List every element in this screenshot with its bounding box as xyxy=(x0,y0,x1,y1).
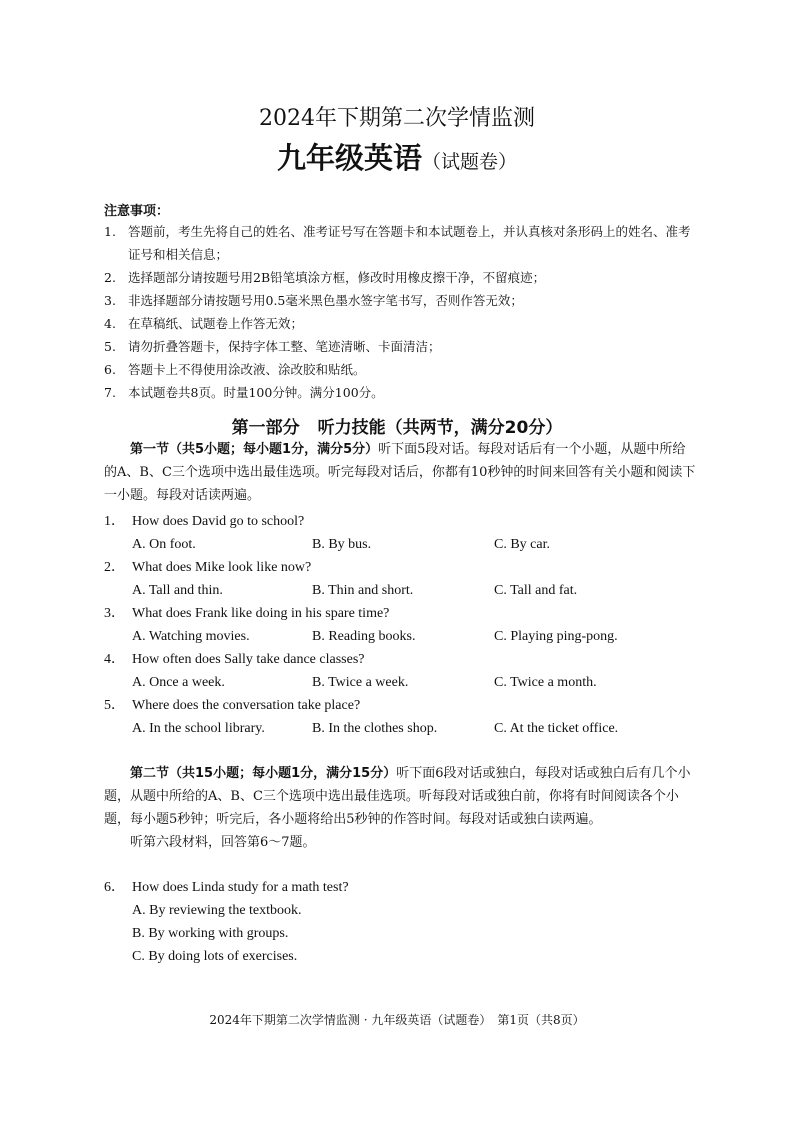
exam-title-main xyxy=(0,138,794,183)
question-options: A. Tall and thin. B. Thin and short. C. Tall and fat. xyxy=(132,583,578,598)
question-options: A. In the school library. B. In the clothes shop. C. At the ticket office. xyxy=(132,721,619,736)
notice-item: 6. 答题卡上不得使用涂改液、涂改胶和贴纸。 xyxy=(104,362,366,377)
question-option: C. By doing lots of exercises. xyxy=(132,949,298,964)
listening-question-6 xyxy=(104,876,698,968)
exam-subject: 九年级英语 xyxy=(276,141,422,175)
question-stem: 6． How does Linda study for a math test? xyxy=(104,880,349,895)
notice-item: 3. 非选择题部分请按题号用0.5毫米黑色墨水签字笔书写，否则作答无效； xyxy=(104,293,523,308)
notice-item: 5. 请勿折叠答题卡，保持字体工整、笔迹清晰、卡面清洁； xyxy=(104,339,441,354)
notice-item: 7. 本试题卷共8页。时量100分钟。满分100分。 xyxy=(104,385,384,400)
exam-paper-type: （试题卷） xyxy=(422,151,518,173)
listening-questions-1-5 xyxy=(104,510,698,740)
question-options: A. Watching movies. B. Reading books. C. Playing ping-pong. xyxy=(132,629,618,644)
notice-heading: 注意事项： xyxy=(104,204,170,219)
notice-item: 1. 答题前，考生先将自己的姓名、准考证号写在答题卡和本试题卷上，并认真核对条形码上的姓名、准考证号和相关信息； xyxy=(104,224,691,262)
notice-list xyxy=(104,220,696,404)
section-two-material-note: 听第六段材料，回答第6～7题。 xyxy=(130,835,316,850)
question-option: B. By working with groups. xyxy=(132,926,289,941)
question-options: A. On foot. B. By bus. C. By car. xyxy=(132,537,550,552)
question-stem: 3． What does Frank like doing in his spare time? xyxy=(104,606,390,621)
part-one-heading: 第一部分 听力技能（共两节，满分20分） xyxy=(231,418,563,438)
page-footer: 2024年下期第二次学情监测 · 九年级英语（试题卷） 第1页（共8页） xyxy=(209,1013,585,1027)
question-stem: 2． What does Mike look like now? xyxy=(104,560,312,575)
exam-title-line1: 2024年下期第二次学情监测 xyxy=(259,106,535,131)
question-stem: 1． How does David go to school? xyxy=(104,514,305,529)
section-two-instructions: 第二节（共15小题；每小题1分，满分15分）听下面6段对话或独白，每段对话或独白后有几个小题，从题中所给的A、B、C三个选项中选出最佳选项。听每段对话或独白前，你将有时间阅读各个小题，每小题5秒钟；听完后，各小题将给出5秒钟的作答时间。每段对话或独白读两遍。 听第六段材料，回答第6～7题。 xyxy=(104,762,698,854)
question-stem: 4． How often does Sally take dance classes? xyxy=(104,652,365,667)
question-stem: 5． Where does the conversation take place? xyxy=(104,698,361,713)
question-option: A. By reviewing the textbook. xyxy=(132,903,302,918)
notice-item: 2. 选择题部分请按题号用2B铅笔填涂方框，修改时用橡皮擦干净，不留痕迹； xyxy=(104,270,546,285)
section-one-instructions: 第一节（共5小题；每小题1分，满分5分）听下面5段对话。每段对话后有一个小题，从题中所给的A、B、C三个选项中选出最佳选项。听完每段对话后，你都有10秒钟的时间来回答有关小题和阅读下一小题。每段对话读两遍。 xyxy=(104,442,696,503)
section-two-title: 第二节（共15小题；每小题1分，满分15分） xyxy=(130,766,397,781)
section-one-title: 第一节（共5小题；每小题1分，满分5分） xyxy=(130,442,379,457)
question-options: A. Once a week. B. Twice a week. C. Twice a month. xyxy=(132,675,597,690)
notice-item: 4. 在草稿纸、试题卷上作答无效； xyxy=(104,316,304,331)
